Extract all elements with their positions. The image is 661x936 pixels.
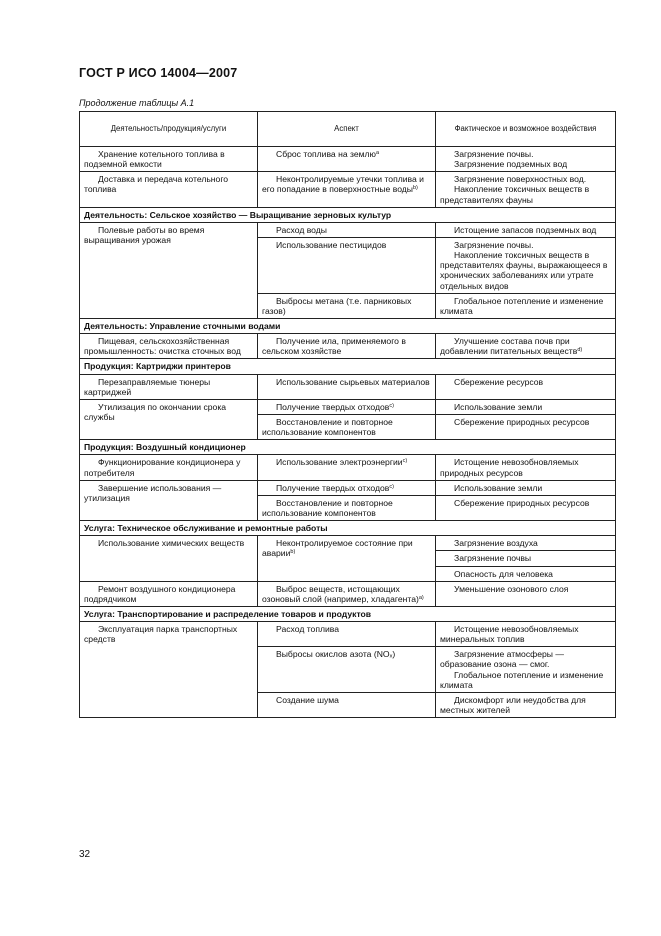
section-row <box>80 521 616 536</box>
aspect-text: Неконтролируемые утечки топлива и его попадание в поверхностные воды <box>262 174 424 195</box>
aspect-text: Выбросы окислов азота (NOₓ) <box>276 649 396 660</box>
impact-text: Истощение невозобновляемых минеральных топлив <box>440 624 579 645</box>
aspect-text: Получение твердых отходов <box>276 482 390 493</box>
aspect-text: Выбросы метана (т.е. парниковых газов) <box>262 295 412 316</box>
aspect-cell <box>258 334 436 359</box>
impact-cell <box>436 334 616 359</box>
impact-cell <box>436 692 616 717</box>
table-body <box>80 147 616 718</box>
impact-cell <box>436 222 616 237</box>
section-row <box>80 318 616 333</box>
activity-cell: Доставка и передача котельного топлива <box>80 172 258 207</box>
impact-text: Глобальное потепление и изменение климата <box>440 295 604 316</box>
impact-text: Загрязнение поверхностных вод. <box>454 174 587 185</box>
impact-text: Сбережение природных ресурсов <box>454 497 590 508</box>
aspect-text: Получение твердых отходов <box>276 401 390 412</box>
activity-cell: Функционирование кондиционера у потребителя <box>80 455 258 480</box>
section-row <box>80 359 616 374</box>
aspect-text: Получение ила, применяемого в сельском хозяйстве <box>262 336 406 357</box>
section-row <box>80 606 616 621</box>
table-row <box>80 581 616 606</box>
aspect-cell <box>258 237 436 293</box>
table-continuation-label: Продолжение таблицы А.1 <box>79 98 195 108</box>
column-header-activity: Деятельность/продукция/услуги <box>80 112 258 147</box>
impact-text: Истощение запасов подземных вод <box>454 224 597 235</box>
aspect-cell <box>258 399 436 414</box>
aspect-text: Использование сырьевых материалов <box>276 376 430 387</box>
impact-cell <box>436 647 616 693</box>
aspect-text: Неконтролируемое состояние при аварии <box>262 538 413 559</box>
table-row <box>80 147 616 172</box>
footnote-marker: c) <box>389 402 394 409</box>
impact-cell <box>436 414 616 439</box>
footnote-marker: а <box>376 150 380 156</box>
section-row <box>80 207 616 222</box>
impact-text: Накопление токсичных веществ в представителях фауны, выражающееся в хронических заболеваниях или утрате отдельных видов <box>440 250 608 291</box>
impact-cell <box>436 495 616 520</box>
impact-text: Использование земли <box>454 482 543 493</box>
footnote-marker: b) <box>412 185 418 192</box>
impact-cell: Опасность для человека <box>436 566 616 581</box>
table-row <box>80 374 616 399</box>
activity-cell: Эксплуатация парка транспортных средств <box>80 622 258 718</box>
section-title: Продукция: Воздушный кондиционер <box>80 440 616 455</box>
activity-cell: Пищевая, сельскохозяйственная промышленность: очистка сточных вод <box>80 334 258 359</box>
aspects-impacts-table <box>79 111 616 718</box>
aspect-cell <box>258 536 436 581</box>
impact-cell <box>436 455 616 480</box>
impact-cell <box>436 147 616 172</box>
impact-cell <box>436 172 616 207</box>
impact-text: Улучшение состава почв при добавлении питательных веществ$^{d)}$ <box>440 336 583 357</box>
impact-cell: Загрязнение воздуха <box>436 536 616 551</box>
impact-cell <box>436 622 616 647</box>
aspect-text: Сброс топлива на землю <box>276 149 376 159</box>
page-header: ГОСТ Р ИСО 14004—2007 <box>79 66 238 80</box>
table-row <box>80 536 616 551</box>
impact-text: Загрязнение подземных вод <box>454 159 568 170</box>
column-header-aspect: Аспект <box>258 112 436 147</box>
footnote-marker: а) <box>418 594 424 601</box>
activity-cell: Полевые работы во время выращивания урожая <box>80 222 258 318</box>
impact-text: Глобальное потепление и изменение климата <box>440 669 604 690</box>
table-row <box>80 399 616 414</box>
aspect-text: Использование электроэнергии <box>276 457 403 468</box>
aspect-cell <box>258 414 436 439</box>
impact-text: Уменьшение озонового слоя <box>454 583 569 594</box>
aspect-text: Создание шума <box>276 694 339 705</box>
aspect-text: Расход топлива <box>276 624 340 635</box>
footnote-marker: c) <box>402 458 408 465</box>
aspect-cell <box>258 455 436 480</box>
impact-cell <box>436 293 616 318</box>
impact-cell <box>436 480 616 495</box>
table-row <box>80 622 616 647</box>
aspect-text: Использование пестицидов <box>276 239 387 250</box>
impact-text: Сбережение природных ресурсов <box>454 416 590 427</box>
activity-cell: Утилизация по окончании срока службы <box>80 399 258 439</box>
activity-cell: Завершение использования — утилизация <box>80 480 258 520</box>
activity-cell: Использование химических веществ <box>80 536 258 581</box>
aspect-text: Выброс веществ, истощающих озоновый слой (например, хладагента) <box>262 583 419 604</box>
impact-cell <box>436 237 616 293</box>
table-row <box>80 455 616 480</box>
impact-cell <box>436 374 616 399</box>
aspect-text: Восстановление и повторное использование компонентов <box>262 416 393 438</box>
section-title: Продукция: Картриджи принтеров <box>80 359 616 374</box>
footnote-marker: d) <box>577 347 583 354</box>
impact-cell <box>436 399 616 414</box>
table-row <box>80 172 616 207</box>
impact-cell <box>436 581 616 606</box>
table-row <box>80 480 616 495</box>
aspect-cell <box>258 480 436 495</box>
aspect-cell <box>258 581 436 606</box>
table-row <box>80 334 616 359</box>
activity-cell: Хранение котельного топлива в подземной емкости <box>80 147 258 172</box>
column-header-impact: Фактическое и возможное воздействия <box>436 112 616 147</box>
aspect-cell <box>258 147 436 172</box>
impact-text: Истощение невозобновляемых природных ресурсов <box>440 457 579 478</box>
aspect-cell <box>258 622 436 647</box>
aspect-text: Восстановление и повторное использование компонентов <box>262 497 393 518</box>
impact-text: Загрязнение почвы. <box>454 149 534 159</box>
footnote-marker: b) <box>290 549 296 556</box>
section-title: Деятельность: Управление сточными водами <box>80 318 616 333</box>
activity-cell: Перезаправляемые тюнеры картриджей <box>80 374 258 399</box>
impact-text: Загрязнение атмосферы — образование озона — смог. <box>440 649 564 670</box>
section-title: Услуга: Техническое обслуживание и ремонтные работы <box>80 521 616 536</box>
page-number: 32 <box>79 849 91 860</box>
impact-text: Сбережение ресурсов <box>454 376 544 387</box>
section-row <box>80 440 616 455</box>
aspect-text: Расход воды <box>276 224 327 235</box>
aspect-cell <box>258 222 436 237</box>
aspect-cell <box>258 172 436 207</box>
impact-cell: Загрязнение почвы <box>436 551 616 566</box>
aspect-cell <box>258 692 436 717</box>
impact-text: Дискомфорт или неудобства для местных жителей <box>440 694 586 716</box>
section-title: Деятельность: Сельское хозяйство — Выращивание зерновых культур <box>80 207 616 222</box>
table-row <box>80 222 616 237</box>
impact-text: Загрязнение почвы. <box>454 239 534 250</box>
aspect-cell <box>258 647 436 693</box>
activity-cell: Ремонт воздушного кондиционера подрядчиком <box>80 581 258 606</box>
impact-text: Накопление токсичных веществ в представителях фауны <box>440 184 590 205</box>
aspect-cell <box>258 374 436 399</box>
impact-text: Использование земли <box>454 401 543 412</box>
aspect-cell <box>258 293 436 318</box>
table-header-row <box>80 112 616 147</box>
aspect-cell <box>258 495 436 520</box>
section-title: Услуга: Транспортирование и распределение товаров и продуктов <box>80 606 616 621</box>
footnote-marker: c) <box>389 483 394 490</box>
